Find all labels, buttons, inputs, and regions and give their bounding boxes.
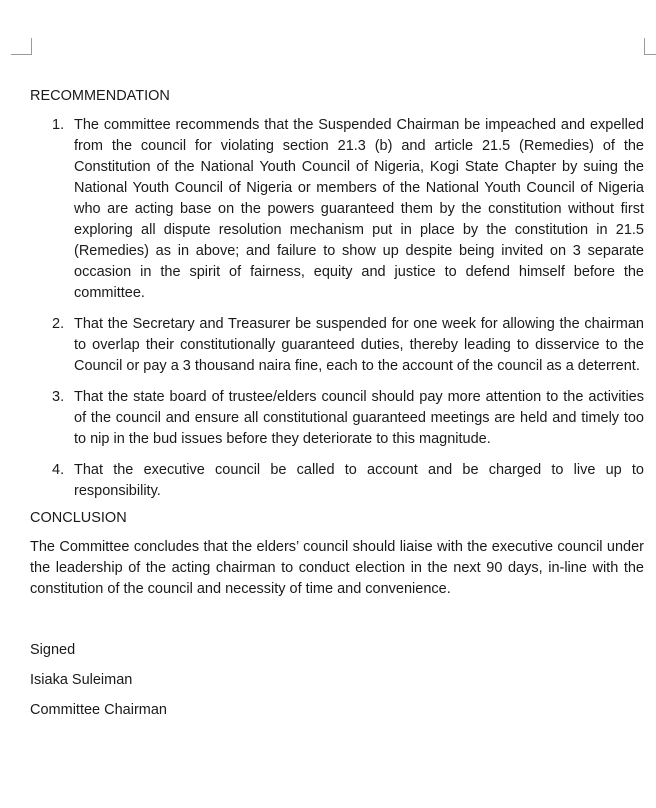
list-item-text: That the executive council be called to account and be charged to live up to responsibility. — [74, 462, 644, 499]
signed-label: Signed — [30, 642, 76, 658]
document-page — [30, 86, 644, 730]
page-corner-mark-left — [11, 38, 32, 55]
list-item — [30, 460, 644, 502]
recommendation-heading: RECOMMENDATION — [30, 88, 170, 104]
signatory-title: Committee Chairman — [30, 702, 167, 718]
list-item — [30, 115, 644, 304]
recommendation-list — [30, 115, 644, 502]
conclusion-paragraph: The Committee concludes that the elders’ council should liaise with the executive council under the leadership of the acting chairman to conduct election in the next 90 days, in-line with the constitution of the council and necessity of time and convenience. — [30, 539, 644, 597]
list-item-number: 3. — [52, 389, 65, 405]
list-item-text: That the Secretary and Treasurer be suspended for one week for allowing the chairman to overlap their constitutionally guaranteed duties, thereby leading to disservice to the Council or pay a 3 thousand naira fine, each to the account of the council as a deterrent. — [74, 316, 644, 374]
list-item-text: The committee recommends that the Suspended Chairman be impeached and expelled from the council for violating section 21.3 (b) and article 21.5 (Remedies) of the Constitution of the National Youth Council of Nigeria, Kogi State Chapter by suing the National Youth Council of Nigeria or members of the National Youth Council of Nigeria who are acting base on the powers guaranteed them by the constitution without first exploring all dispute resolution mechanism put in place by the constitution in 21.5 (Remedies) as in above; and failure to show up despite being invited on 3 separate occasion in the spirit of fairness, equity and justice to defend himself before the committee. — [74, 117, 644, 301]
page-corner-mark-right — [644, 38, 656, 55]
list-item-number: 2. — [52, 316, 65, 332]
list-item — [30, 387, 644, 450]
list-item-number: 1. — [52, 117, 65, 133]
list-item-text: That the state board of trustee/elders council should pay more attention to the activities of the council and ensure all constitutional guaranteed meetings are held and timely too to nip in the bud issues before they deteriorate to this magnitude. — [74, 389, 644, 447]
signatory-name: Isiaka Suleiman — [30, 672, 133, 688]
list-item-number: 4. — [52, 462, 65, 478]
list-item — [30, 314, 644, 377]
signature-block — [30, 640, 644, 721]
conclusion-heading: CONCLUSION — [30, 510, 127, 526]
